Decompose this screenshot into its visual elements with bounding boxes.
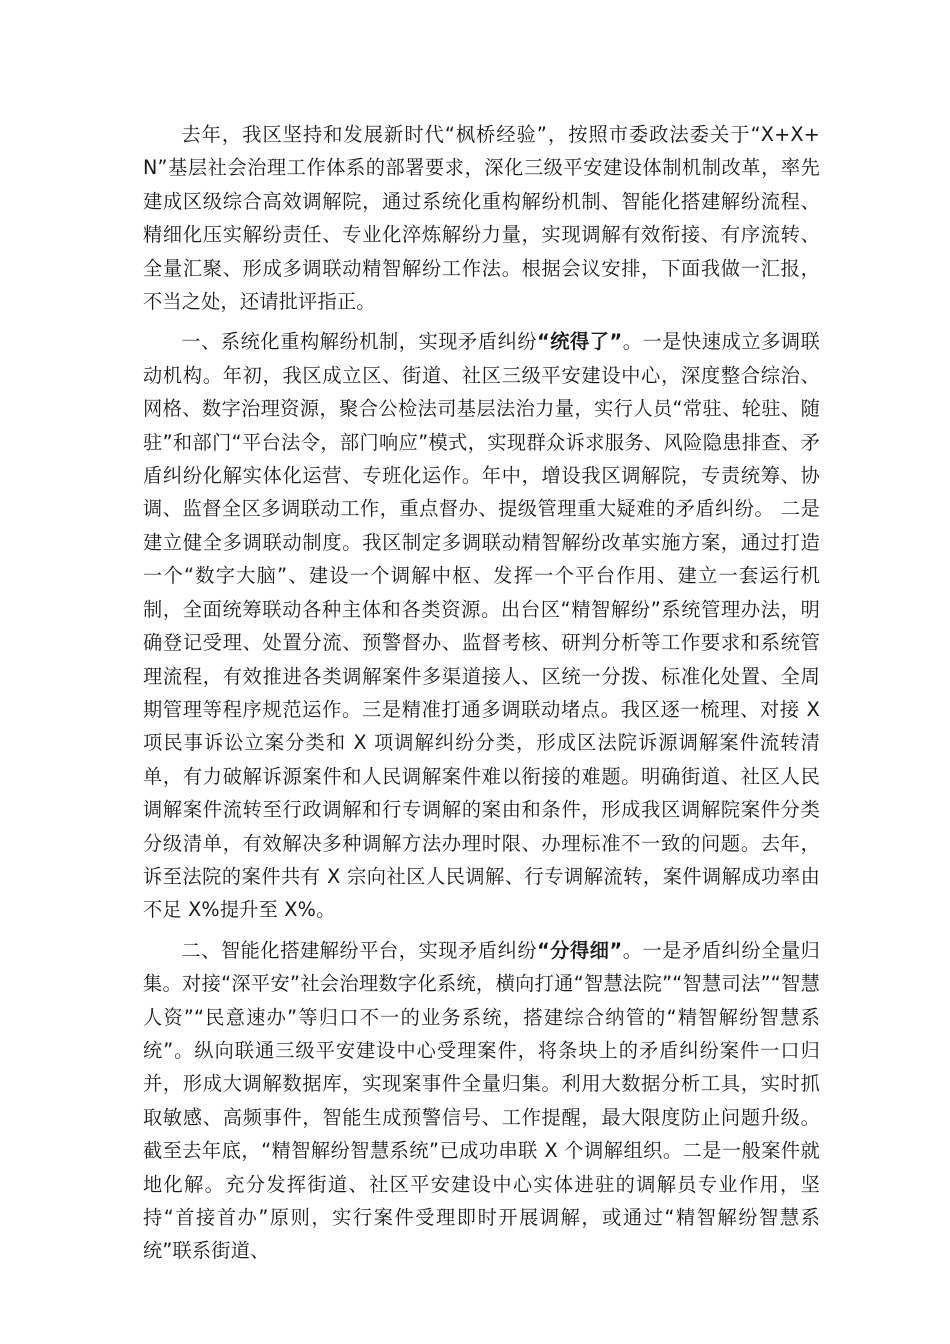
section-two-paragraph [143,934,820,1268]
section-two-heading: 二、智能化搭建解纷平台，实现矛盾纠纷 [181,938,538,962]
section-one-emphasis: “统得了” [537,330,623,354]
document-page [143,118,820,1268]
section-two-emphasis: “分得细” [537,938,623,962]
section-one-paragraph [143,325,820,926]
intro-paragraph: 去年，我区坚持和发展新时代“枫桥经验”，按照市委政法委关于“X+X+N”基层社会治理工作体系的部署要求，深化三级平安建设体制机制改革，率先建成区级综合高效调解院，通过系统化重构解纷机制、智能化搭建解纷流程、精细化压实解纷责任、专业化淬炼解纷力量，实现调解有效衔接、有序流转、全量汇聚、形成多调联动精智解纷工作法。根据会议安排，下面我做一汇报，不当之处，还请批评指正。 [143,123,820,314]
section-one-body: 。一是快速成立多调联动机构。年初，我区成立区、街道、社区三级平安建设中心，深度整合综治、网格、数字治理资源，聚合公检法司基层法治力量，实行人员“常驻、轮驻、随驻”和部门“平台法令，部门响应”模式，实现群众诉求服务、风险隐患排查、矛盾纠纷化解实体化运营、专班化运作。年中，增设我区调解院，专责统筹、协调、监督全区多调联动工作，重点督办、提级管理重大疑难的矛盾纠纷。 二是建立健全多调联动制度。我区制定多调联动精智解纷改革实施方案，通过打造一个“数字大脑”、建设一个调解中枢、发挥一个平台作用、建立一套运行机制，全面统筹联动各种主体和各类资源。出台区“精智解纷”系统管理办法，明确登记受理、处置分流、预警督办、监督考核、研判分析等工作要求和系统管理流程，有效推进各类调解案件多渠道接人、区统一分拨、标准化处置、全周期管理等程序规范运作。三是精准打通多调联动堵点。我区逐一梳理、对接 X 项民事诉讼立案分类和 X 项调解纠纷分类，形成区法院诉源调解案件流转清单，有力破解诉源案件和人民调解案件难以衔接的难题。明确街道、社区人民调解案件流转至行政调解和行专调解的案由和条件，形成我区调解院案件分类分级清单，有效解决多种调解方法办理时限、办理标准不一致的问题。去年，诉至法院的案件共有 X 宗向社区人民调解、行专调解流转，案件调解成功率由不足 X%提升至 X%。 [143,330,820,922]
section-two-body: 。一是矛盾纠纷全量归集。对接“深平安”社会治理数字化系统，横向打通“智慧法院”“智慧司法”“智慧人资”“民意速办”等归口不一的业务系统，搭建综合纳管的“精智解纷智慧系统”。纵向联通三级平安建设中心受理案件，将条块上的矛盾纠纷案件一口归并，形成大调解数据库，实现案事件全量归集。利用大数据分析工具，实时抓取敏感、高频事件，智能生成预警信号、工作提醒，最大限度防止问题升级。截至去年底，“精智解纷智慧系统”已成功串联 X 个调解组织。二是一般案件就地化解。充分发挥街道、社区平安建设中心实体进驻的调解员专业作用，坚持“首接首办”原则，实行案件受理即时开展调解，或通过“精智解纷智慧系统”联系街道、 [143,938,820,1263]
section-one-heading: 一、系统化重构解纷机制，实现矛盾纠纷 [181,330,538,354]
